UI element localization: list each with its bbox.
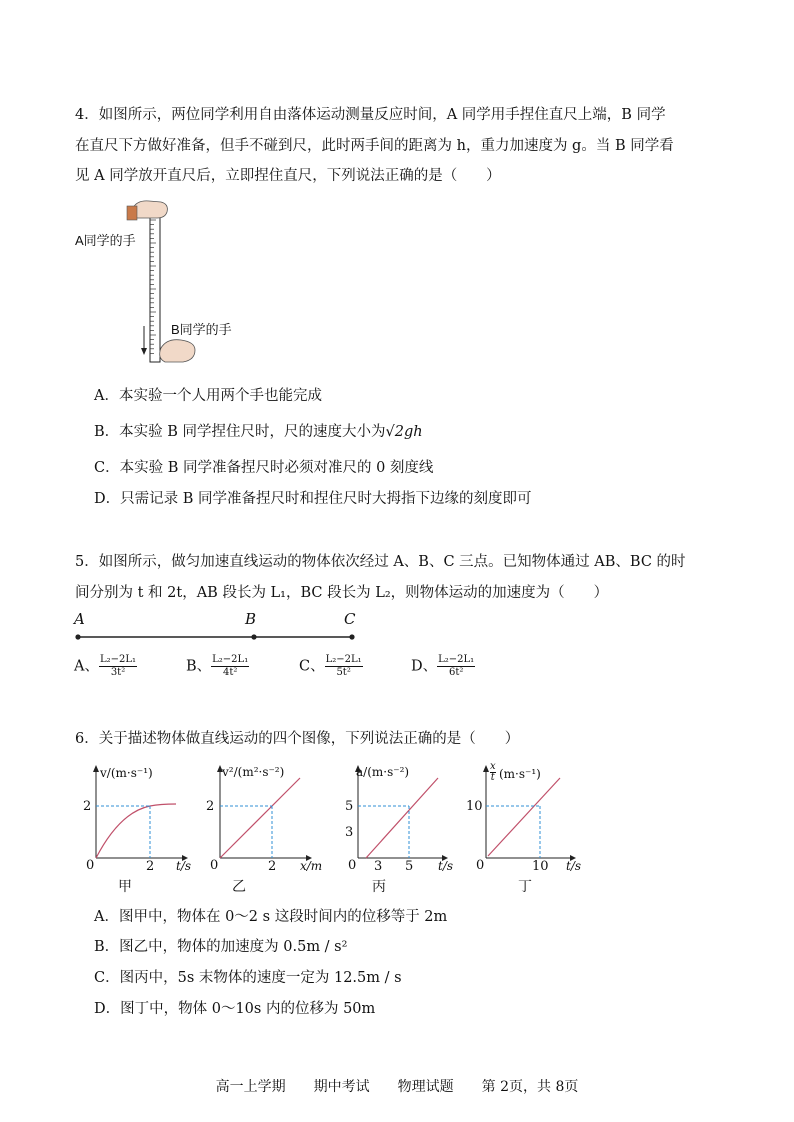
graph-yi-caption: 乙 xyxy=(232,879,246,895)
graph-yi-xlabel: x/m xyxy=(300,859,323,873)
q6-option-c: C．图丙中，5s 末物体的速度一定为 12.5m / s xyxy=(94,970,402,986)
q6-stem: 6．关于描述物体做直线运动的四个图像，下列说法正确的是（ ） xyxy=(75,731,520,747)
graph-bing-caption: 丙 xyxy=(372,879,386,895)
graph-jia xyxy=(70,760,195,895)
graph-ding-ylabel-num: x xyxy=(490,761,496,772)
q5-option-d-prefix: D、 xyxy=(411,658,438,675)
graph-yi-ytick: 2 xyxy=(206,799,215,814)
q6-option-d: D．图丁中，物体 0～10s 内的位移为 50m xyxy=(94,1001,376,1017)
graph-ding-ytick: 10 xyxy=(466,799,483,814)
graph-ding-ylabel-den: t xyxy=(490,772,495,783)
graph-ding-ylabel: (m·s⁻¹) xyxy=(499,767,541,781)
graph-yi-line xyxy=(220,778,300,858)
graph-bing-line xyxy=(366,778,438,858)
q5-option-b-fraction xyxy=(211,654,249,679)
q5-option-c-fraction xyxy=(325,654,363,679)
graph-bing-origin: 0 xyxy=(348,858,357,873)
q5-option-b-den: 4t² xyxy=(222,667,238,678)
point-b-label: B xyxy=(245,610,257,628)
q4-option-d: D．只需记录 B 同学准备捏尺时和捏住尺时大拇指下边缘的刻度即可 xyxy=(94,491,532,507)
q5-option-a-prefix: A、 xyxy=(74,658,99,675)
graph-jia-xlabel: t/s xyxy=(176,859,192,873)
point-c-label: C xyxy=(344,610,356,628)
q4-stem-line-1: 4．如图所示，两位同学利用自由落体运动测量反应时间，A 同学用手捏住直尺上端，B 同学 xyxy=(75,107,666,123)
graph-ding xyxy=(466,760,596,895)
graph-bing-xtick-3: 3 xyxy=(374,859,383,874)
label-hand-b: B同学的手 xyxy=(171,322,232,337)
graph-jia-curve xyxy=(96,804,176,858)
q5-option-a xyxy=(74,654,137,679)
graph-bing-ytick-5: 5 xyxy=(345,799,354,814)
ruler xyxy=(150,204,160,362)
page-footer: 高一上学期 期中考试 物理试题 第 2页，共 8页 xyxy=(215,1079,579,1095)
q5-stem-line-2: 间分别为 t 和 2t，AB 段长为 L₁，BC 段长为 L₂，则物体运动的加速度为（ ） xyxy=(75,585,609,601)
graph-yi-ylabel: v²/(m²·s⁻²) xyxy=(222,765,285,779)
graph-ding-xlabel: t/s xyxy=(566,859,582,873)
graph-bing xyxy=(336,760,466,895)
q5-option-c-den: 5t² xyxy=(336,667,351,678)
graph-yi-xtick: 2 xyxy=(268,859,277,874)
graph-ding-xtick: 10 xyxy=(532,859,549,874)
q4-stem-line-2: 在直尺下方做好准备，但手不碰到尺，此时两手间的距离为 h，重力加速度为 g。当 B 同学看 xyxy=(75,138,674,154)
q5-option-a-fraction xyxy=(99,654,137,679)
abc-segment-figure xyxy=(70,608,370,644)
q5-option-d xyxy=(411,654,475,679)
q5-option-a-den: 3t² xyxy=(110,667,126,678)
q5-option-d-den: 6t² xyxy=(448,667,464,678)
fall-arrow-icon xyxy=(141,326,147,355)
graph-jia-ylabel: v/(m·s⁻¹) xyxy=(100,766,153,780)
q4-option-b xyxy=(94,420,423,441)
graph-jia-xtick: 2 xyxy=(146,859,155,874)
point-c-dot xyxy=(349,634,354,639)
hand-b-icon xyxy=(160,340,195,362)
q5-option-c xyxy=(299,654,363,679)
point-a-dot xyxy=(75,634,80,639)
q5-option-b-num: L₂−2L₁ xyxy=(212,654,249,665)
hand-a-icon xyxy=(127,201,167,220)
q5-option-d-fraction xyxy=(437,654,475,679)
graph-ding-ylabel-frac xyxy=(490,762,496,783)
q6-option-b: B．图乙中，物体的加速度为 0.5m / s² xyxy=(94,939,348,955)
q5-option-a-num: L₂−2L₁ xyxy=(99,654,137,665)
q5-option-b-prefix: B、 xyxy=(186,658,212,675)
graph-ding-origin: 0 xyxy=(476,858,485,873)
q4-stem-line-3: 见 A 同学放开直尺后，立即捏住直尺，下列说法正确的是（ ） xyxy=(75,168,501,184)
point-b-dot xyxy=(251,634,256,639)
point-a-label: A xyxy=(74,610,85,628)
q5-option-c-num: L₂−2L₁ xyxy=(325,654,362,665)
graph-ding-caption: 丁 xyxy=(518,879,532,895)
graph-jia-origin: 0 xyxy=(86,858,95,873)
q4-option-a: A．本实验一个人用两个手也能完成 xyxy=(94,388,322,404)
q5-stem-line-1: 5．如图所示，做匀加速直线运动的物体依次经过 A、B、C 三点。已知物体通过 AB、BC 的时 xyxy=(75,554,686,570)
q4-option-c: C．本实验 B 同学准备捏尺时必须对准尺的 0 刻度线 xyxy=(94,460,434,476)
q4-option-b-text: B．本实验 B 同学捏住尺时，尺的速度大小为 xyxy=(94,424,386,440)
graph-bing-xtick-5: 5 xyxy=(405,859,414,874)
q5-option-d-num: L₂−2L₁ xyxy=(438,654,475,665)
ruler-figure xyxy=(75,198,275,368)
q5-option-b xyxy=(186,654,249,679)
graph-jia-caption: 甲 xyxy=(118,879,132,895)
graph-ding-line xyxy=(488,778,560,856)
q6-option-a: A．图甲中，物体在 0～2 s 这段时间内的位移等于 2m xyxy=(94,909,448,925)
q5-option-c-prefix: C、 xyxy=(299,658,325,675)
q4-option-b-expr: √2gh xyxy=(385,424,423,440)
graph-bing-ytick-3: 3 xyxy=(345,825,354,840)
graph-bing-xlabel: t/s xyxy=(438,859,454,873)
label-hand-a: A同学的手 xyxy=(75,233,136,248)
graph-bing-ylabel: a/(m·s⁻²) xyxy=(356,765,410,779)
graph-jia-ytick: 2 xyxy=(83,799,92,814)
graph-yi xyxy=(196,760,331,895)
graph-yi-origin: 0 xyxy=(210,858,219,873)
